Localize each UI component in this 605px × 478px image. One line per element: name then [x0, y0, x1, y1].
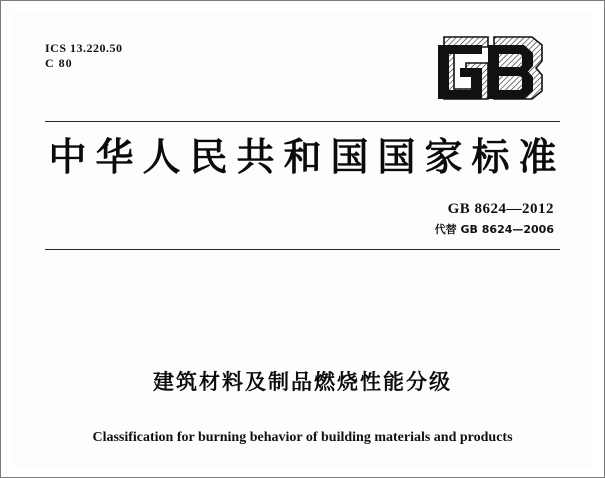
- document-title-chinese: 建筑材料及制品燃烧性能分级: [153, 370, 452, 394]
- classification-code: C 80: [45, 56, 73, 70]
- cover-sheet: [11, 11, 594, 467]
- divider-bottom: [45, 249, 560, 250]
- standard-number-block: [435, 201, 554, 237]
- ics-code-block: [45, 41, 123, 71]
- national-standard-title: 中华人民共和国国家标准: [48, 135, 566, 179]
- ics-code: ICS 13.220.50: [45, 41, 123, 55]
- standard-number: GB 8624—2012: [447, 201, 554, 217]
- document-title-english: Classification for burning behavior of building materials and products: [92, 430, 513, 445]
- divider-top: [45, 121, 560, 122]
- replaces-standard: 代替 GB 8624—2006: [434, 223, 554, 236]
- gb-emblem-icon: [432, 33, 552, 103]
